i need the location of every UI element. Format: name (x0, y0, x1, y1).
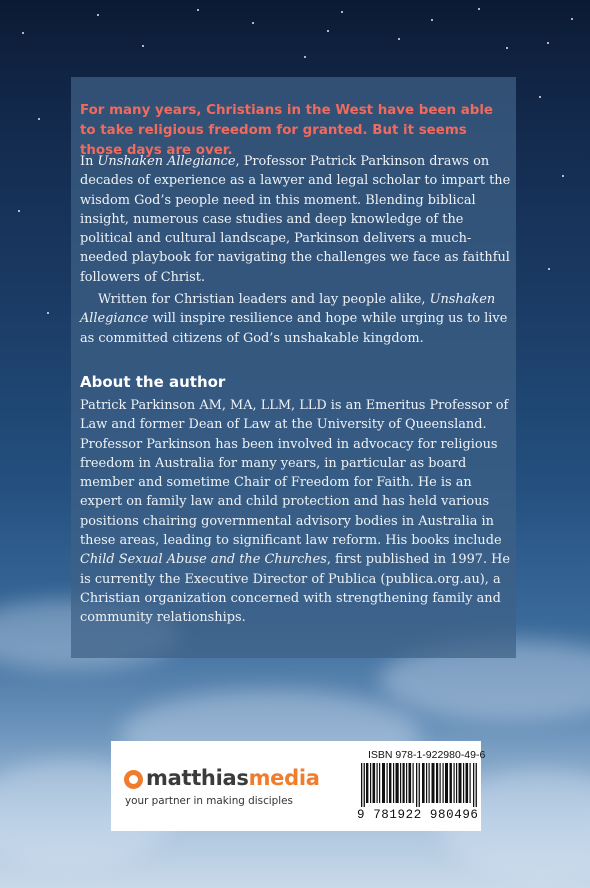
wordmark-part-1: matthias (146, 766, 249, 790)
star (547, 42, 549, 44)
text-span: , Professor Patrick Parkinson draws on decades of experience as a lawyer and legal scholar to impart the wisdom God’s people need in this moment. Blending biblical insight, numerous case studies and deep knowledge of the political and cultural landscape, Parkinson delivers a much-needed playbook for navigating the challenges we face as faithful followers of Christ. (80, 154, 511, 285)
publisher-tagline: your partner in making disciples (125, 795, 293, 807)
description-paragraph-1 (80, 152, 516, 287)
back-cover-text-panel (71, 77, 516, 658)
star (548, 268, 550, 270)
book-title-italic: Unshaken Allegiance (97, 154, 236, 169)
star (571, 18, 573, 20)
author-book-title-italic: Child Sexual Abuse and the Churches (80, 552, 327, 568)
text-span: Written for Christian leaders and lay people alike, (98, 292, 430, 307)
star (197, 9, 199, 11)
isbn-label: ISBN 978-1-922980-49-6 (368, 749, 486, 761)
matthias-media-logo-icon (124, 770, 143, 789)
description-paragraph-2 (80, 290, 516, 348)
star (38, 118, 40, 120)
author-bio (80, 396, 516, 628)
text-span: , first published in 1997. He is currently the Executive Director of Publica (publica.org.au), a Christian organization concerned with strengthening family and community relationships. (80, 552, 511, 626)
star (47, 312, 49, 314)
star (431, 19, 433, 21)
star (341, 11, 343, 13)
star (398, 38, 400, 40)
star (506, 47, 508, 49)
star (97, 14, 99, 16)
star (252, 22, 254, 24)
star (539, 96, 541, 98)
star (478, 8, 480, 10)
intro-blurb: For many years, Christians in the West have been able to take religious freedom for granted. But it seems those days are over. (80, 103, 494, 158)
isbn-barcode (361, 763, 479, 807)
book-title-italic: Unshaken Allegiance (80, 292, 496, 327)
star (142, 45, 144, 47)
publisher-barcode-box (111, 741, 486, 831)
publisher-wordmark (146, 766, 320, 790)
text-span: Patrick Parkinson AM, MA, LLM, LLD is an Emeritus Professor of Law and former Dean of Law at the University of Queensland. Professor Parkinson has been involved in advocacy for religious freedom in Australia for many years, in particular as board member and sometime Chair of Freedom for Faith. He is an expert on family law and child protection and has held various positions chairing governmental advisory bodies in Australia in these areas, leading to significant law reform. His books include (80, 398, 509, 549)
star (562, 175, 564, 177)
barcode-digits: 9 781922 980496 (357, 808, 479, 822)
star (304, 56, 306, 58)
star (327, 30, 329, 32)
star (22, 32, 24, 34)
text-span: will inspire resilience and hope while urging us to live as committed citizens of God’s unshakable kingdom. (80, 311, 508, 346)
wordmark-part-2: media (248, 766, 320, 790)
about-author-heading: About the author (80, 373, 226, 391)
star (18, 210, 20, 212)
text-span: In (80, 154, 98, 169)
